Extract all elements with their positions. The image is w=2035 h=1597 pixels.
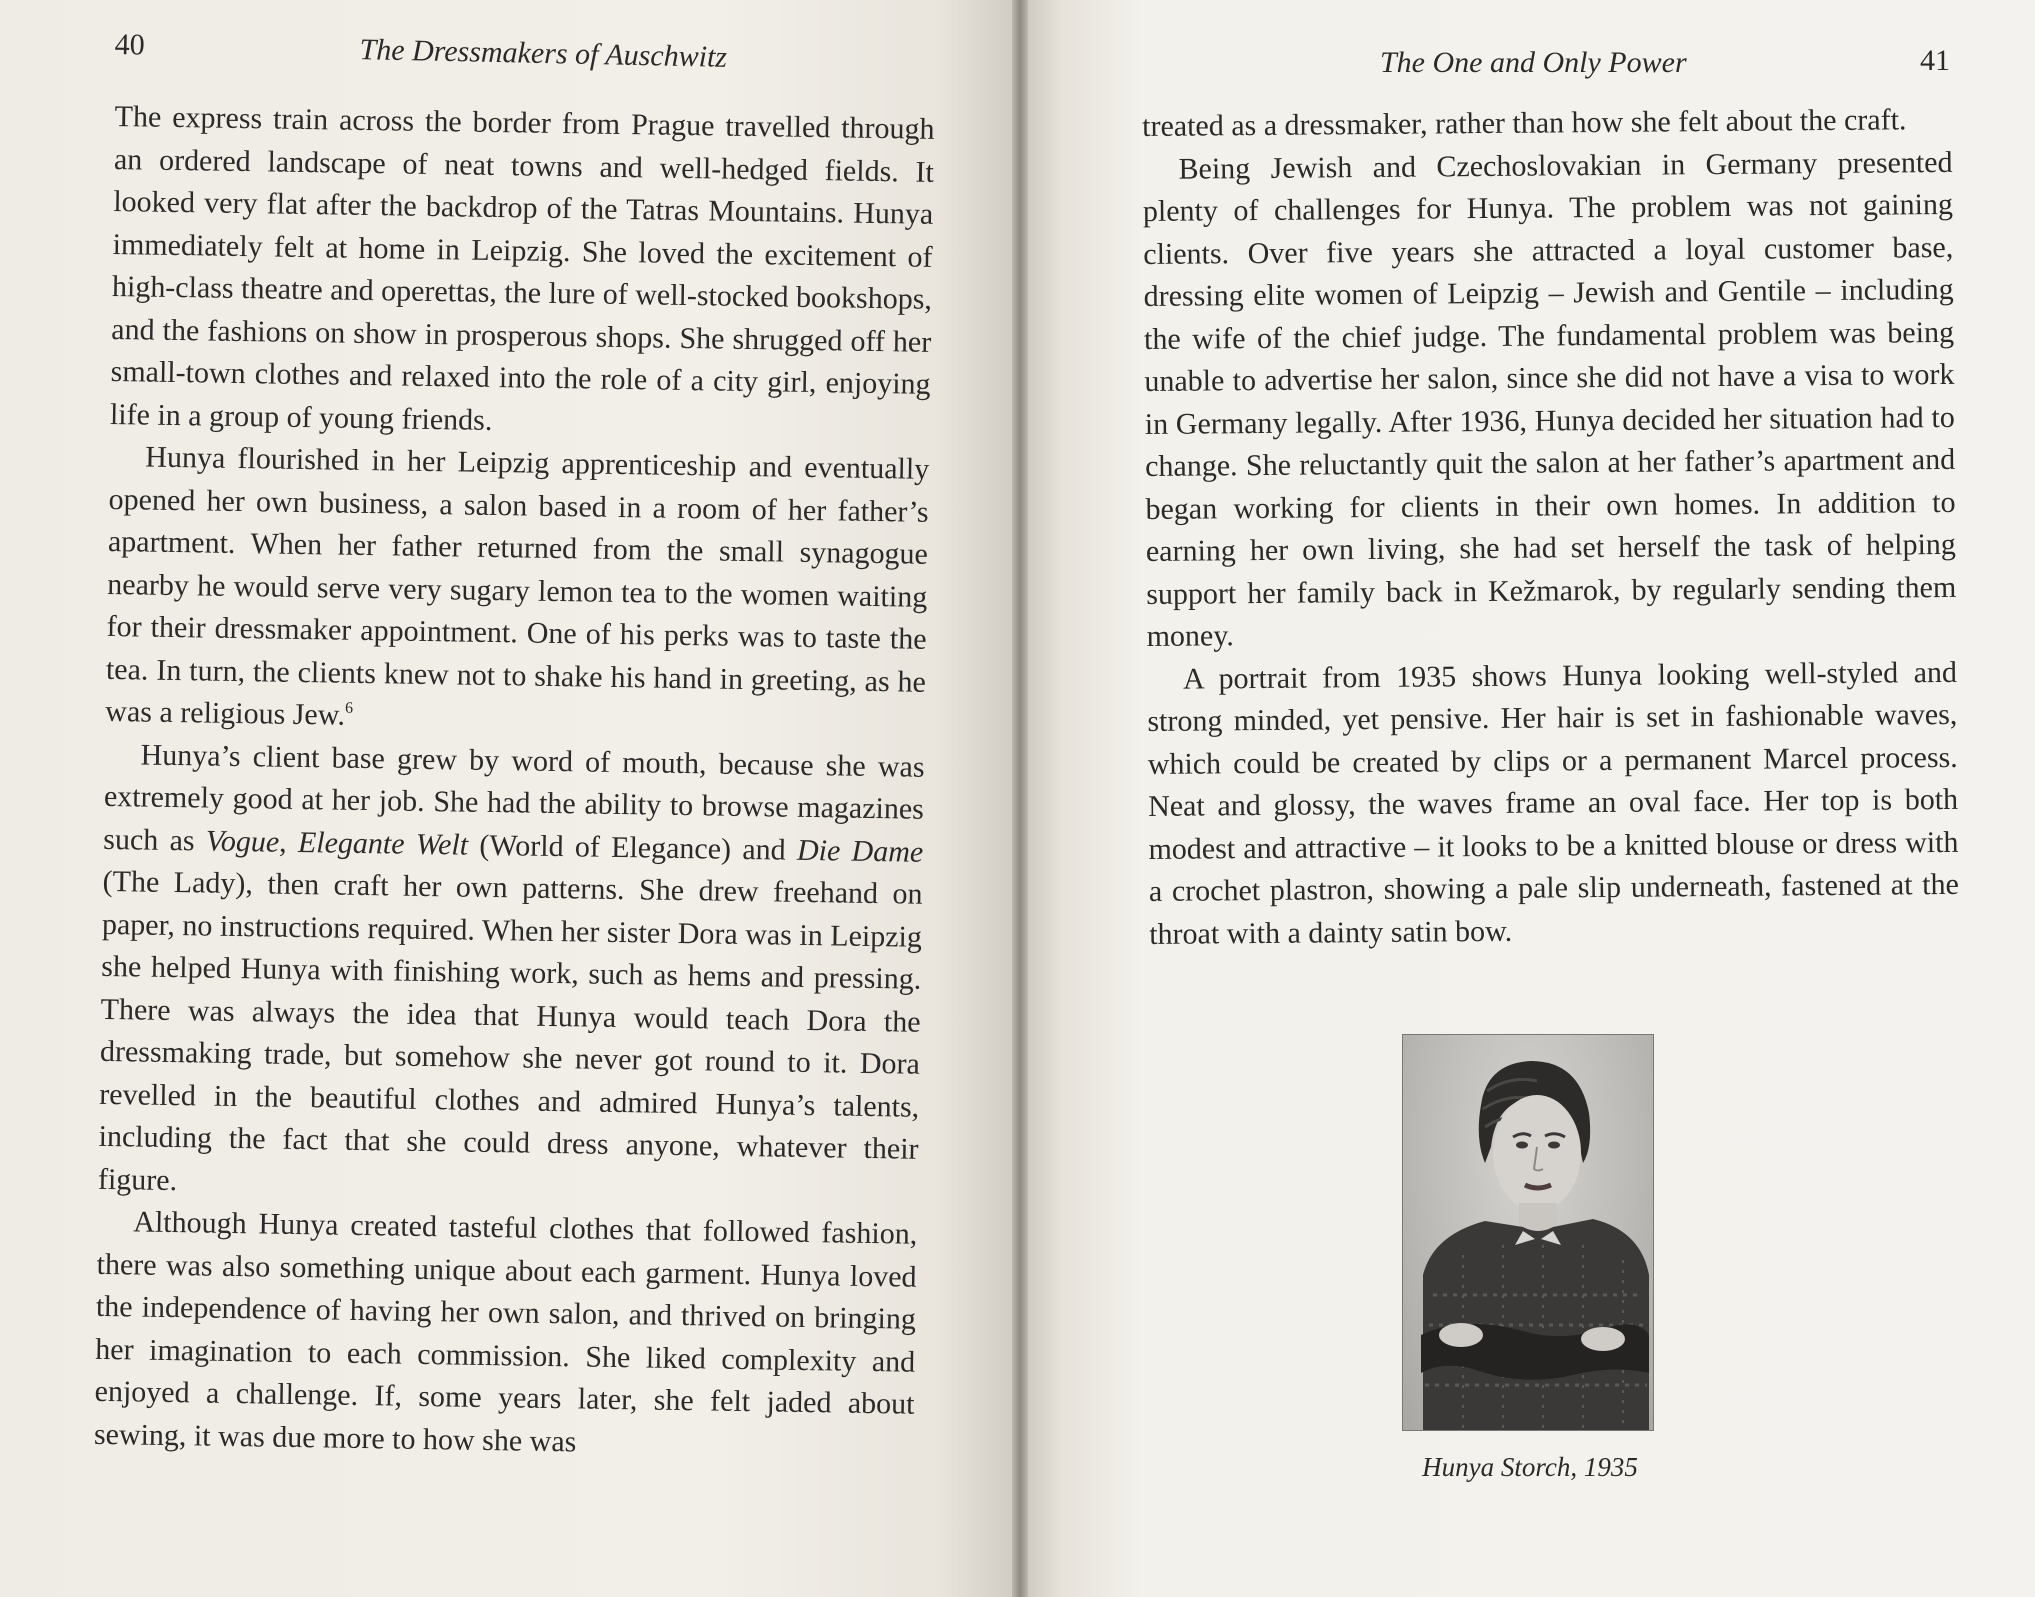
left-running-title: The Dressmakers of Auschwitz [359,33,728,74]
paragraph: Being Jewish and Czechoslovakian in Germany presented plenty of challenges for Hunya. The problem was not gaining clients. Over five years she attracted a loyal customer base, dressing elite women of Leipzig – Jewish and Gentile – including the wife of the chief judge. The fundamental problem was being unable to advertise her salon, since she did not have a visa to work in Germany legally. After 1936, Hunya decided her situation had to change. She reluctantly quit the salon at her father’s apartment and began working for clients in their own homes. In addition to earning her own living, she had set herself the task of helping support her family back in Kežmarok, by regularly sending them money. [1142,145,1957,653]
right-running-head [1380,46,1687,80]
magazine-title: Elegante Welt [297,825,469,862]
paragraph-text: (The Lady), then craft her own patterns. She drew freehand on paper, no instructions required. When her sister Dora was in Leipzig she helped Hunya with finishing work, such as hems and pressing. There was always the idea that Hunya would teach Dora the dressmaking trade, but somehow she never got round to it. Dora revelled in the beautiful clothes and admired Hunya’s talents, including the fact that she could dress anyone, whatever their figure. [97,864,923,1197]
paragraph: treated as a dressmaker, rather than how she felt about the craft. [1142,103,1907,143]
book-gutter [1012,0,1028,1597]
paragraph-text: Hunya flourished in her Leipzig apprenticeship and eventually opened her own business, a salon based in a room of her father’s apartment. When her father returned from the small synagogue nearby he would serve very sugary lemon tea to the women waiting for their dressmaker appointment. One of his perks was to taste the tea. In turn, the clients knew not to shake his hand in greeting, as he was a religious Jew. [105,440,930,732]
paragraph-text: (World of Elegance) and [467,828,798,867]
portrait-figure [1402,1034,1652,1431]
paragraph: Although Hunya created tasteful clothes that followed fashion, there was also something unique about each garment. Hunya loved the independence of having her own salon, and thrived on bringing her imagination to each commission. She liked complexity and enjoyed a challenge. If, some years later, she felt jaded about sewing, it was due more to how she was [93,1205,918,1458]
left-body-text [94,96,935,1469]
paragraph-text: Hunya’s client base grew by word of mouth, because she was extremely good at her job. She had the ability to browse magazines such as [103,737,925,858]
right-page-number: 41 [1920,44,1950,77]
footnote-marker: 6 [344,699,354,717]
portrait-photo [1402,1034,1654,1431]
paragraph [105,436,930,746]
figure-caption: Hunya Storch, 1935 [1422,1452,1638,1482]
magazine-title: Vogue [205,824,280,859]
paragraph-text: , [278,825,299,859]
magazine-title: Die Dame [796,833,924,869]
paragraph: A portrait from 1935 shows Hunya looking well-styled and strong minded, yet pensive. Her hair is set in fashionable waves, which could be created by clips or a permanent Marcel process. Neat and glossy, the waves frame an oval face. Her top is both modest and attractive – it looks to be a knitted blouse or dress with a crochet plastron, showing a pale slip underneath, fastened at the throat with a dainty satin bow. [1147,655,1959,951]
portrait-image [1403,1035,1653,1430]
paragraph: The express train across the border from Prague travelled through an ordered landscape of neat towns and well-hedged fields. It looked very flat after the backdrop of the Tatras Mountains. Hunya immediately felt at home in Leipzig. She loved the excitement of high-class theatre and operettas, the lure of well-stocked bookshops, and the fashions on show in prosperous shops. She shrugged off her small-town clothes and relaxed into the role of a city girl, enjoying life in a group of young friends. [109,99,935,437]
paragraph [98,733,925,1213]
left-page-number: 40 [114,28,145,62]
right-body-text [1142,99,1959,956]
right-running-title: The One and Only Power [1380,46,1687,79]
